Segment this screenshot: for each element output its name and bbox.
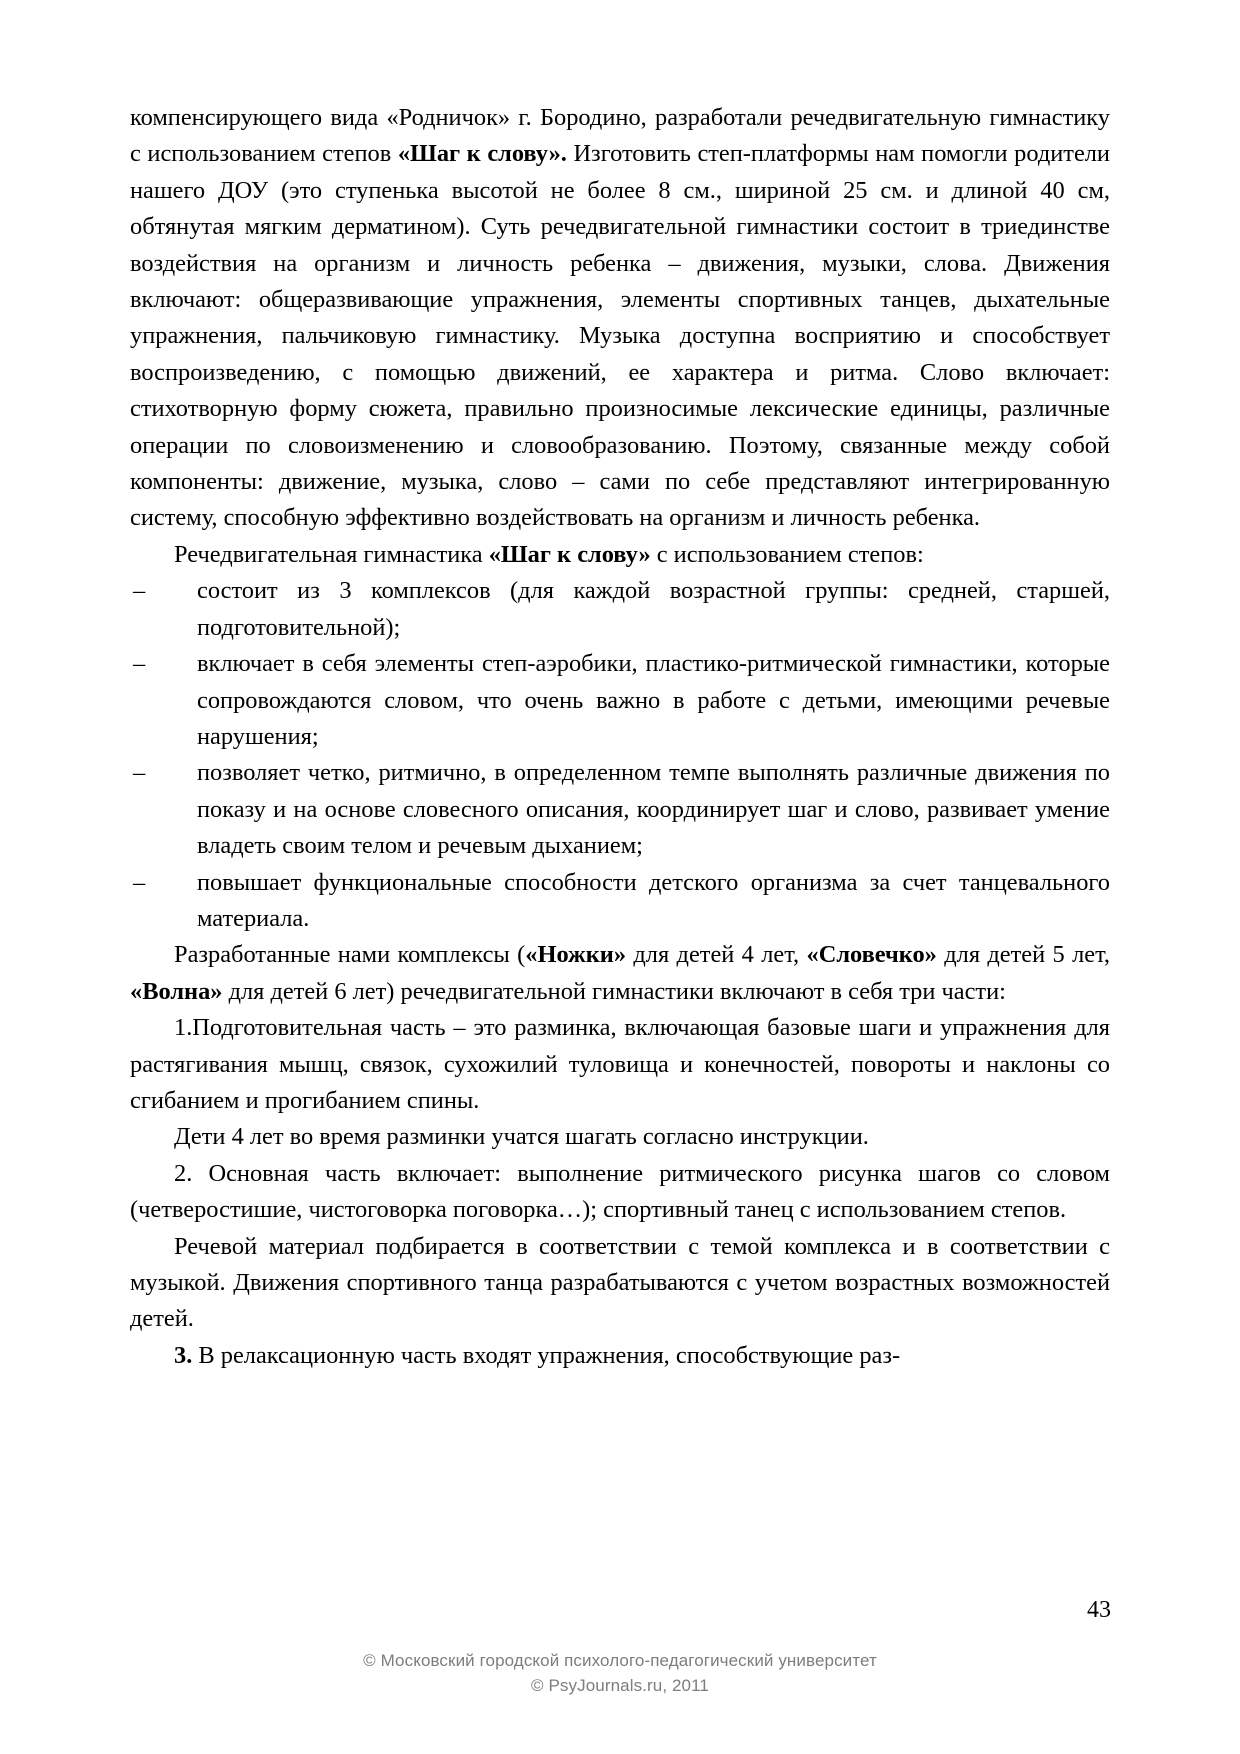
list-item-text: позволяет четко, ритмично, в определенном темпе выполнять различные движения по показу и на основе словесного описания, координирует шаг и слово, развивает умение владеть своим телом и речевым дыханием; bbox=[197, 759, 1110, 860]
dash-bullet-marker: – bbox=[133, 759, 146, 787]
list-item bbox=[130, 573, 1110, 646]
paragraph-8-bold-number: 3. bbox=[174, 1341, 193, 1369]
paragraph-1-text-part-2: Изготовить степ-платформы нам помогли родители нашего ДОУ (это ступенька высотой не более 8 см., шириной 25 см. и длиной 40 см, обтянутая мягким дерматином). Суть речедвигательной гимнастики состоит в триединстве воздействия на организм и личность ребенка – движения, музыки, слова. Движения включают: общеразвивающие упражнения, элементы спортивных танцев, дыхательные упражнения, пальчиковую гимнастику. Музыка доступна восприятию и способствует воспроизведению, с помощью движений, ее характера и ритма. Слово включает: стихотворную форму сюжета, правильно произносимые лексические единицы, различные операции по словоизменению и словообразованию. Поэтому, связанные между собой компоненты: движение, музыка, слово – сами по себе представляют интегрированную систему, способную эффективно воздействовать на организм и личность ребенка. bbox=[130, 140, 1110, 532]
paragraph-2-text-part-2: с использованием степов: bbox=[650, 540, 924, 568]
dash-bullet-marker: – bbox=[133, 650, 146, 678]
paragraph-3-text-part-4: для детей 6 лет) речедвигательной гимнастики включают в себя три части: bbox=[222, 977, 1006, 1005]
paragraph-3-text-part-1: Разработанные нами комплексы ( bbox=[174, 941, 526, 969]
list-item-text: включает в себя элементы степ-аэробики, пластико-ритмической гимнастики, которые сопровождаются словом, что очень важно в работе с детьми, имеющими речевые нарушения; bbox=[197, 650, 1110, 750]
feature-bullet-list bbox=[130, 573, 1110, 937]
page-number: 43 bbox=[1087, 1597, 1111, 1623]
list-item bbox=[130, 755, 1110, 864]
paragraph-4: 1.Подготовительная часть – это разминка, включающая базовые шаги и упражнения для растягивания мышц, связок, сухожилий туловища и конечностей, повороты и наклоны со сгибанием и прогибанием спины. bbox=[130, 1014, 1110, 1114]
paragraph-3-text-part-3: для детей 5 лет, bbox=[936, 941, 1110, 969]
paragraph-5: Дети 4 лет во время разминки учатся шагать согласно инструкции. bbox=[174, 1123, 869, 1151]
paragraph-6: 2. Основная часть включает: выполнение ритмического рисунка шагов со словом (четверостишие, чистоговорка поговорка…); спортивный танец с использованием степов. bbox=[130, 1159, 1110, 1224]
list-item bbox=[130, 646, 1110, 755]
paragraph-2-bold-phrase-1: «Шаг к слову» bbox=[488, 540, 651, 568]
page-footer bbox=[0, 1648, 1240, 1698]
paragraph-7: Речевой материал подбирается в соответствии с темой комплекса и в соответствии с музыкой. Движения спортивного танца разрабатываются с учетом возрастных возможностей детей. bbox=[130, 1232, 1110, 1333]
paragraph-1-bold-phrase-1: «Шаг к слову». bbox=[397, 140, 567, 168]
paragraph-3 bbox=[130, 937, 1110, 1010]
paragraph-3-bold-phrase-3: «Волна» bbox=[130, 977, 223, 1005]
paragraph-3-bold-phrase-2: «Словечко» bbox=[806, 941, 937, 969]
dash-bullet-marker: – bbox=[133, 577, 146, 605]
list-item bbox=[130, 865, 1110, 938]
list-item-text: повышает функциональные способности детского организма за счет танцевального материала. bbox=[197, 868, 1110, 932]
paragraph-1-text-part-1: компенсирующего вида «Родничок» г. Бородино, разработали речедвигательную гимнастику с использованием степов bbox=[130, 104, 1110, 168]
paragraph-3-bold-phrase-1: «Ножки» bbox=[525, 941, 627, 969]
paragraph-3-text-part-2: для детей 4 лет, bbox=[626, 941, 807, 969]
page-content bbox=[130, 100, 1110, 1374]
paragraph-8 bbox=[130, 1338, 1110, 1374]
paragraph-8-text-part-1: В релаксационную часть входят упражнения, способствующие раз- bbox=[192, 1341, 901, 1369]
footer-copyright-journal: © PsyJournals.ru, 2011 bbox=[531, 1676, 709, 1695]
paragraph-2-text-part-1: Речедвигательная гимнастика bbox=[174, 540, 489, 568]
paragraph-2 bbox=[130, 537, 1110, 573]
list-item-text: состоит из 3 комплексов (для каждой возрастной группы: средней, старшей, подготовительной); bbox=[197, 577, 1110, 641]
footer-copyright-university: © Московский городской психолого-педагогический университет bbox=[363, 1651, 877, 1670]
paragraph-1 bbox=[130, 100, 1110, 537]
dash-bullet-marker: – bbox=[133, 868, 146, 896]
